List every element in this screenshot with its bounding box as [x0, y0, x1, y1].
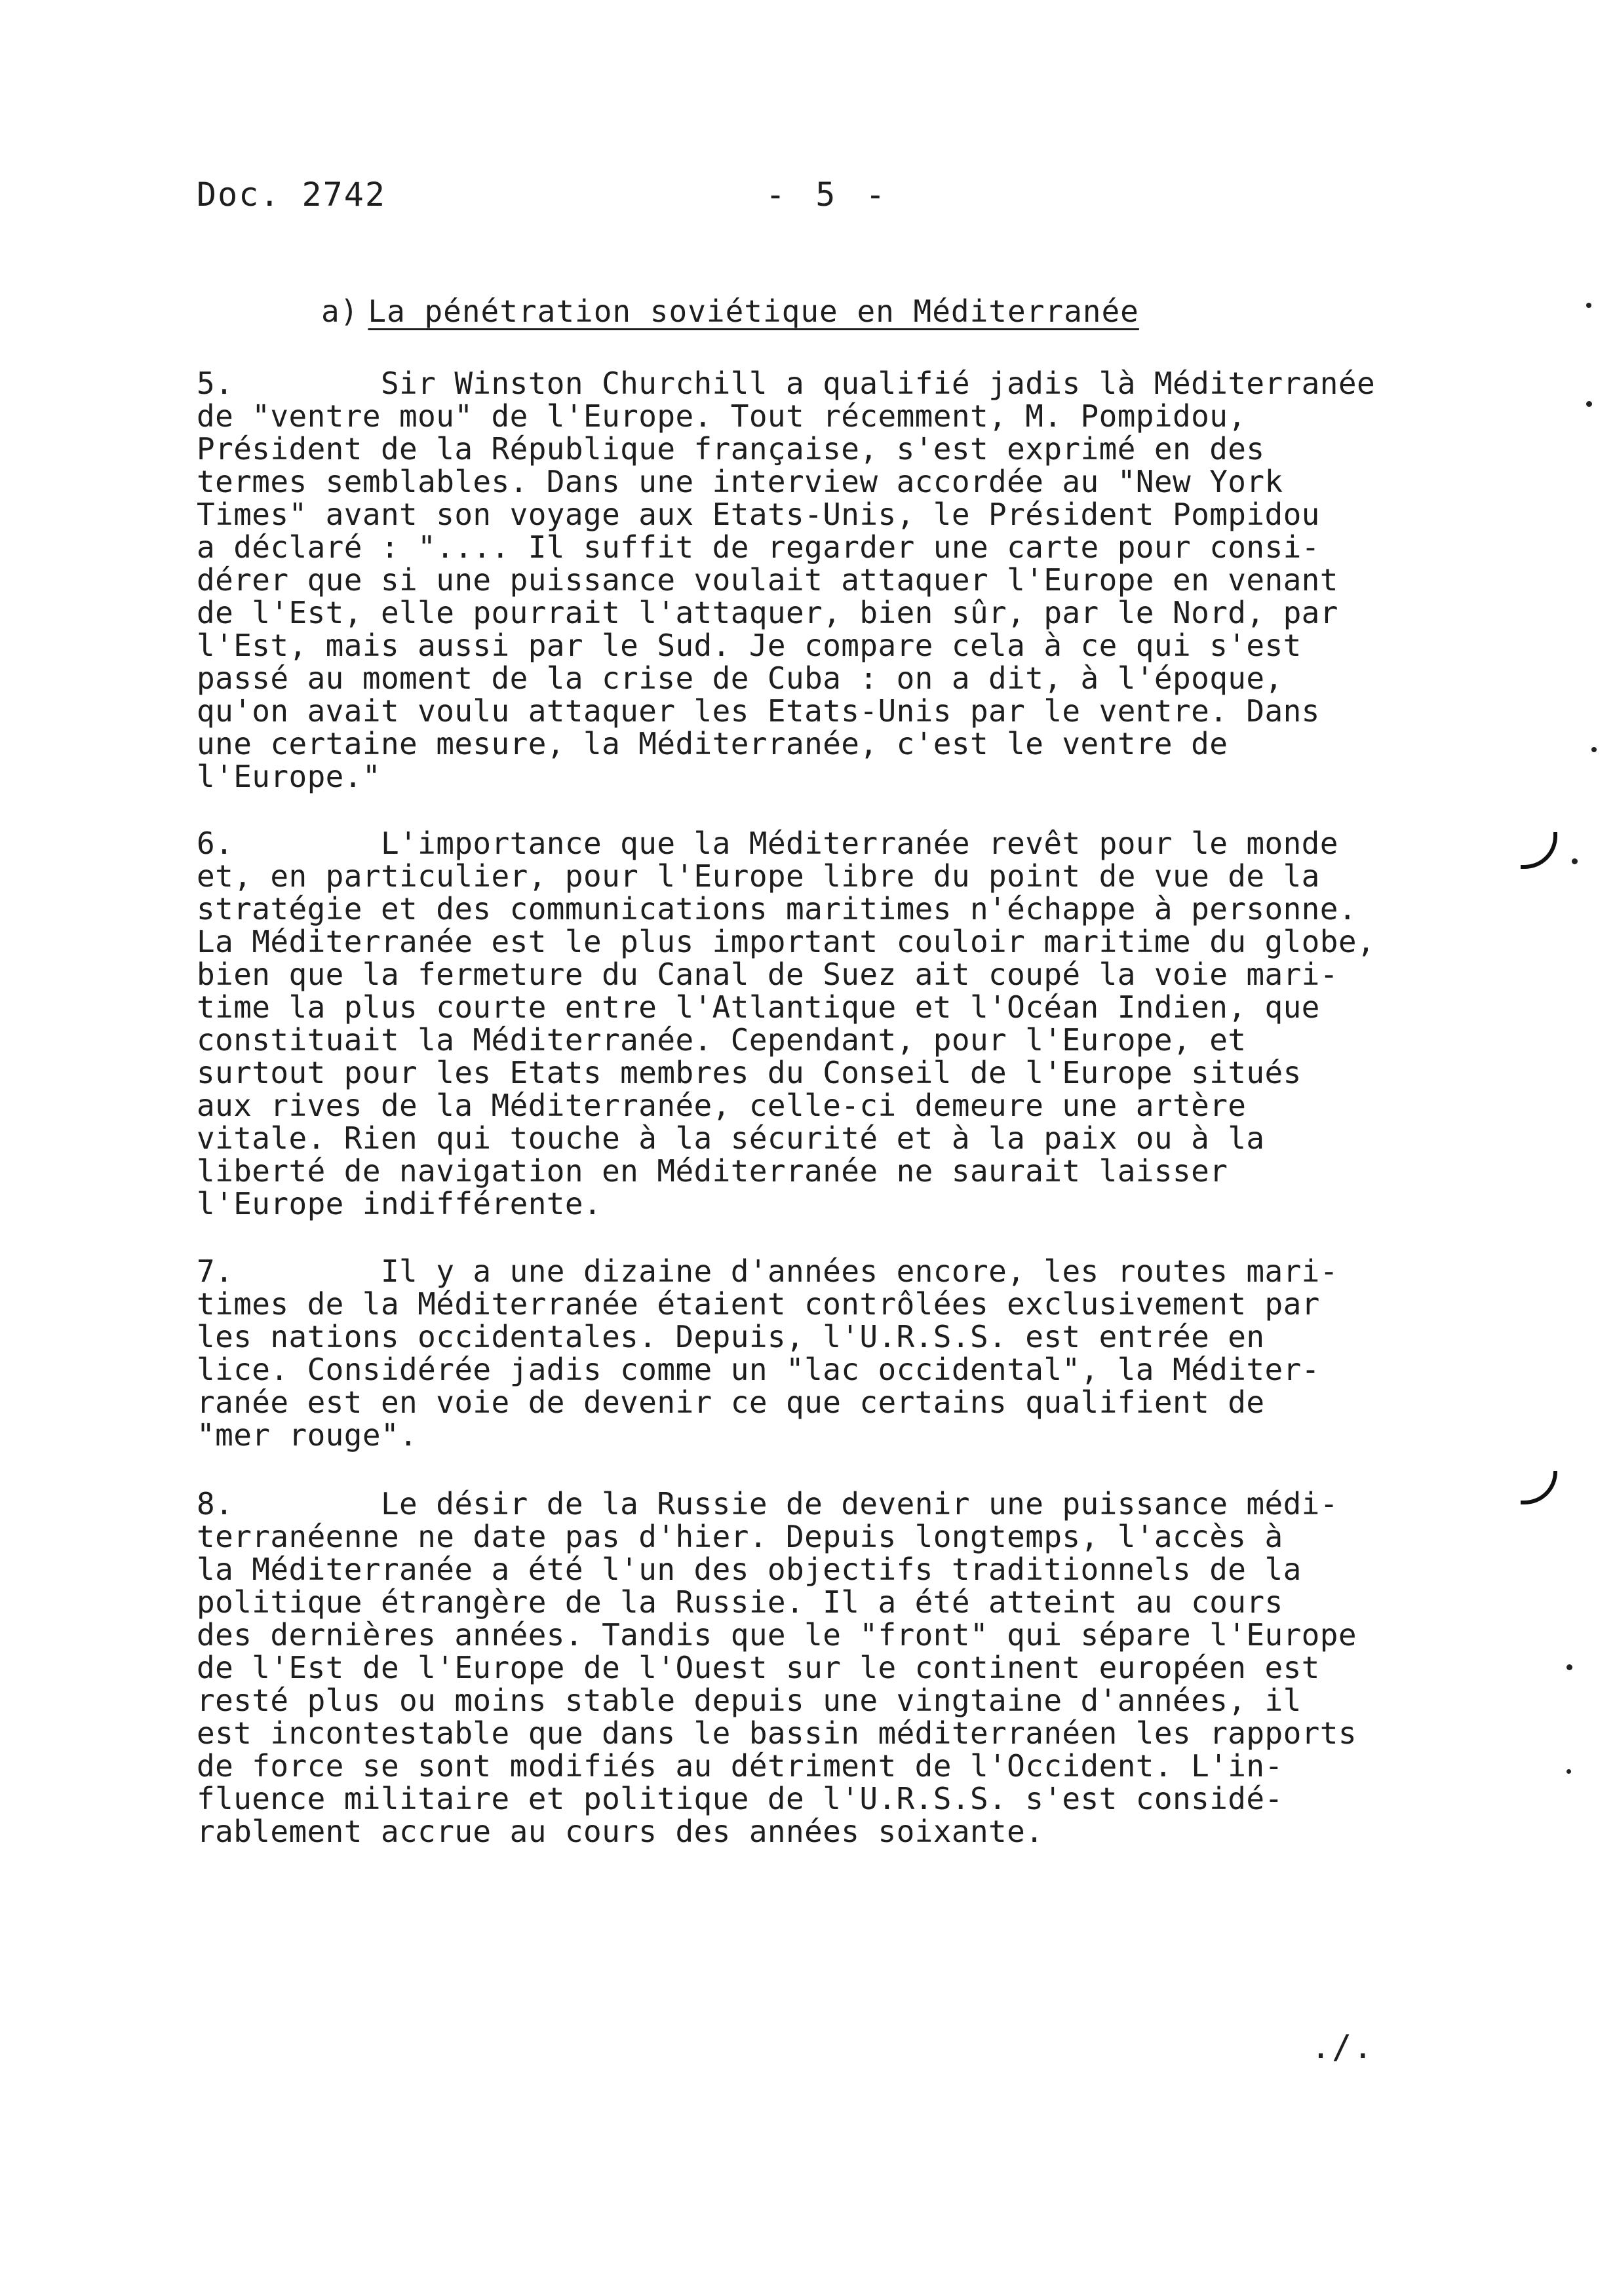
paragraph-line [197, 1419, 1481, 1451]
paragraph-5 [197, 367, 1481, 793]
paragraph-line [197, 1487, 1481, 1520]
paragraph-text: une certaine mesure, la Méditerranée, c'est le ventre de [197, 726, 1228, 761]
paragraph-text: bien que la fermeture du Canal de Suez ait coupé la voie mari- [197, 957, 1338, 992]
paragraph-number: 7. [197, 1253, 234, 1289]
paragraph-text: surtout pour les Etats membres du Conseil de l'Europe situés [197, 1055, 1302, 1090]
paragraph-line [197, 827, 1481, 860]
paragraph-line [197, 1255, 1481, 1288]
margin-dot [1586, 401, 1592, 407]
paragraph-line [197, 367, 1481, 400]
paragraph-7 [197, 1255, 1481, 1451]
paragraph-line [197, 432, 1481, 465]
paragraph-line [197, 1386, 1481, 1419]
paragraph-text: les nations occidentales. Depuis, l'U.R.S.S. est entrée en [197, 1319, 1265, 1354]
paragraph-text: Times" avant son voyage aux Etats-Unis, le Président Pompidou [197, 497, 1320, 532]
paragraph-line [197, 1815, 1481, 1848]
paragraph-line [197, 1024, 1481, 1056]
paragraph-text: l'Europe." [197, 759, 381, 794]
paragraph-line [197, 892, 1481, 925]
margin-arc-mark [1521, 1471, 1557, 1504]
paragraph-text: l'Est, mais aussi par le Sud. Je compare cela à ce qui s'est [197, 628, 1302, 663]
paragraph-line [197, 629, 1481, 662]
paragraph-line [197, 1553, 1481, 1586]
paragraph-text: terranéenne ne date pas d'hier. Depuis longtemps, l'accès à [197, 1519, 1283, 1554]
paragraph-number: 8. [197, 1486, 234, 1521]
paragraph-text: Le désir de la Russie de devenir une puissance médi- [233, 1486, 1338, 1521]
paragraph-line [197, 1586, 1481, 1618]
paragraph-line [197, 400, 1481, 432]
paragraph-text: politique étrangère de la Russie. Il a été atteint au cours [197, 1584, 1283, 1620]
paragraph-line [197, 1520, 1481, 1553]
paragraph-line [197, 662, 1481, 695]
margin-dot [1566, 1664, 1572, 1670]
paragraph-8 [197, 1487, 1481, 1848]
paragraph-text: L'importance que la Méditerranée revêt pour le monde [233, 826, 1338, 861]
paragraph-line [197, 596, 1481, 629]
paragraph-line [197, 695, 1481, 727]
paragraph-line [197, 727, 1481, 760]
document-reference: Doc. 2742 [197, 176, 386, 214]
paragraph-text: rablement accrue au cours des années soixante. [197, 1814, 1044, 1849]
paragraph-line [197, 465, 1481, 498]
paragraph-text: time la plus courte entre l'Atlantique et l'Océan Indien, que [197, 989, 1320, 1025]
paragraph-line [197, 1782, 1481, 1815]
paragraph-line [197, 1717, 1481, 1750]
paragraph-text: de force se sont modifiés au détriment de l'Occident. L'in- [197, 1748, 1283, 1784]
section-number: a) [321, 294, 359, 329]
paragraph-line [197, 1288, 1481, 1320]
paragraph-text: Sir Winston Churchill a qualifié jadis là Méditerranée [233, 366, 1376, 401]
paragraph-text: de l'Est de l'Europe de l'Ouest sur le continent européen est [197, 1650, 1320, 1685]
paragraph-text: constituait la Méditerranée. Cependant, pour l'Europe, et [197, 1022, 1247, 1058]
paragraph-text: est incontestable que dans le bassin méditerranéen les rapports [197, 1715, 1357, 1751]
paragraph-text: Il y a une dizaine d'années encore, les routes mari- [233, 1253, 1338, 1289]
paragraph-text: liberté de navigation en Méditerranée ne saurait laisser [197, 1153, 1228, 1189]
paragraph-line [197, 1320, 1481, 1353]
paragraph-text: ranée est en voie de devenir ce que certains qualifient de [197, 1385, 1265, 1420]
paragraph-line [197, 860, 1481, 892]
paragraph-line [197, 1089, 1481, 1122]
paragraph-text: et, en particulier, pour l'Europe libre du point de vue de la [197, 858, 1320, 894]
paragraph-text: des dernières années. Tandis que le "front" qui sépare l'Europe [197, 1617, 1357, 1653]
paragraph-text: de "ventre mou" de l'Europe. Tout récemment, M. Pompidou, [197, 398, 1247, 434]
paragraph-line [197, 1353, 1481, 1386]
paragraph-line [197, 1122, 1481, 1155]
paragraph-text: l'Europe indifférente. [197, 1186, 602, 1221]
paragraph-text: de l'Est, elle pourrait l'attaquer, bien sûr, par le Nord, par [197, 595, 1338, 630]
paragraph-line [197, 531, 1481, 564]
margin-dot [1566, 1769, 1571, 1774]
paragraph-text: la Méditerranée a été l'un des objectifs traditionnels de la [197, 1552, 1302, 1587]
paragraph-line [197, 1155, 1481, 1187]
paragraph-line [197, 991, 1481, 1024]
paragraph-text: qu'on avait voulu attaquer les Etats-Unis par le ventre. Dans [197, 693, 1320, 729]
paragraph-text: dérer que si une puissance voulait attaquer l'Europe en venant [197, 562, 1338, 598]
paragraph-text: Président de la République française, s'est exprimé en des [197, 431, 1265, 467]
paragraph-text: resté plus ou moins stable depuis une vingtaine d'années, il [197, 1683, 1302, 1718]
paragraph-line [197, 760, 1481, 793]
margin-dot [1591, 747, 1597, 752]
margin-dot [1586, 303, 1591, 308]
paragraph-line [197, 1618, 1481, 1651]
continuation-mark: ./. [1311, 2028, 1374, 2066]
paragraph-text: "mer rouge". [197, 1417, 418, 1453]
page-number: - 5 - [766, 176, 891, 214]
section-heading [321, 294, 1139, 329]
paragraph-line [197, 564, 1481, 596]
paragraph-number: 5. [197, 366, 234, 401]
paragraph-text: times de la Méditerranée étaient contrôlées exclusivement par [197, 1286, 1320, 1322]
section-title: La pénétration soviétique en Méditerranée [368, 294, 1139, 329]
paragraph-line [197, 1187, 1481, 1220]
paragraph-text: La Méditerranée est le plus important couloir maritime du globe, [197, 924, 1376, 959]
paragraph-line [197, 498, 1481, 531]
paragraph-text: termes semblables. Dans une interview accordée au "New York [197, 464, 1283, 499]
paragraph-line [197, 958, 1481, 991]
margin-dot [1572, 858, 1578, 864]
paragraph-line [197, 1750, 1481, 1782]
margin-arc-mark [1521, 832, 1557, 869]
paragraph-text: passé au moment de la crise de Cuba : on a dit, à l'époque, [197, 660, 1283, 696]
paragraph-line [197, 1684, 1481, 1717]
paragraph-text: fluence militaire et politique de l'U.R.S.S. s'est considé- [197, 1781, 1283, 1816]
paragraph-6 [197, 827, 1481, 1220]
paragraph-text: aux rives de la Méditerranée, celle-ci demeure une artère [197, 1088, 1247, 1123]
paragraph-text: a déclaré : ".... Il suffit de regarder une carte pour consi- [197, 529, 1320, 565]
paragraph-line [197, 1651, 1481, 1684]
paragraph-number: 6. [197, 826, 234, 861]
paragraph-text: stratégie et des communications maritimes n'échappe à personne. [197, 891, 1357, 927]
paragraph-text: lice. Considérée jadis comme un "lac occidental", la Méditer- [197, 1352, 1320, 1387]
paragraph-text: vitale. Rien qui touche à la sécurité et à la paix ou à la [197, 1120, 1265, 1156]
paragraph-line [197, 925, 1481, 958]
paragraph-line [197, 1056, 1481, 1089]
